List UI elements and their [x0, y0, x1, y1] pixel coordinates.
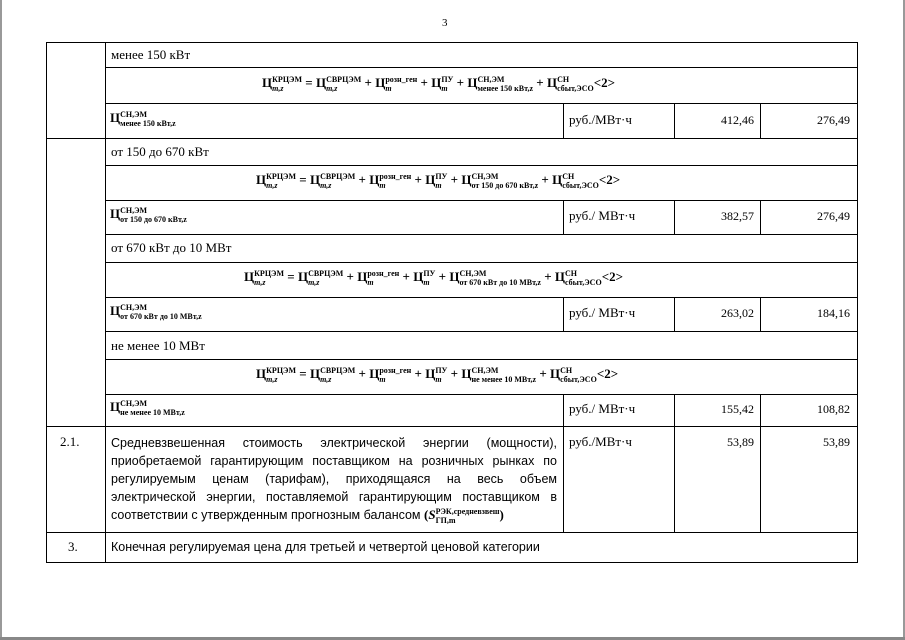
unit-cell: руб./ МВт·ч	[569, 208, 636, 223]
value-cell: 184,16	[817, 306, 850, 320]
tariff-symbol: Ц СН,ЭМ не менее 10 МВт,z	[110, 399, 185, 418]
value-cell: 155,42	[721, 402, 754, 416]
tariff-symbol: Ц СН,ЭМ от 150 до 670 кВт,z	[110, 206, 187, 225]
unit-cell: руб./ МВт·ч	[569, 305, 636, 320]
row-number: 2.1.	[60, 434, 80, 449]
tariff-symbol: Ц СН,ЭМ менее 150 кВт,z	[110, 110, 176, 129]
value-cell: 276,49	[817, 209, 850, 223]
page-number: 3	[442, 17, 448, 29]
category-label: менее 150 кВт	[111, 47, 191, 62]
value-cell: 263,02	[721, 306, 754, 320]
unit-cell: руб./ МВт·ч	[569, 401, 636, 416]
price-formula: Ц КРЦЭМ m,z = Ц СВРЦЭМ m,z + Ц розн_ген m + Ц ПУ m + Ц СН,ЭМ менее 150 кВт,z + Ц СН сбыт,ЭСО <2>	[262, 75, 616, 94]
row-description: Конечная регулируемая цена для третьей и четвертой ценовой категории	[111, 540, 540, 554]
value-cell: 276,49	[817, 113, 850, 127]
row-number: 3.	[68, 539, 78, 554]
category-label: от 670 кВт до 10 МВт	[111, 240, 232, 255]
category-label: от 150 до 670 кВт	[111, 144, 209, 159]
unit-cell: руб./МВт·ч	[569, 434, 632, 449]
value-cell: 108,82	[817, 402, 850, 416]
unit-cell: руб./МВт·ч	[569, 112, 632, 127]
price-formula: Ц КРЦЭМ m,z = Ц СВРЦЭМ m,z + Ц розн_ген m + Ц ПУ m + Ц СН,ЭМ не менее 10 МВт,z + Ц СН сбыт,ЭСО <2>	[256, 366, 619, 385]
scan-edge-left	[0, 0, 2, 640]
value-cell: 53,89	[823, 435, 850, 449]
tariff-symbol: Ц СН,ЭМ от 670 кВт до 10 МВт,z	[110, 303, 202, 322]
weighted-cost-symbol: (S РЭК,средневзвеш ГП,m )	[424, 507, 504, 526]
category-label: не менее 10 МВт	[111, 338, 205, 353]
value-cell: 412,46	[721, 113, 754, 127]
value-cell: 53,89	[727, 435, 754, 449]
price-formula: Ц КРЦЭМ m,z = Ц СВРЦЭМ m,z + Ц розн_ген m + Ц ПУ m + Ц СН,ЭМ от 670 кВт до 10 МВт,z + Ц СН сбыт,ЭСО <2>	[244, 269, 624, 288]
value-cell: 382,57	[721, 209, 754, 223]
price-formula: Ц КРЦЭМ m,z = Ц СВРЦЭМ m,z + Ц розн_ген m + Ц ПУ m + Ц СН,ЭМ от 150 до 670 кВт,z + Ц СН сбыт,ЭСО <2>	[256, 172, 621, 191]
row-description: Средневзвешенная стоимость электрической энергии (мощности), приобретаемой гарантирующим поставщиком на розничных рынках по регулируемым ценам (тарифам), приходящаяся на весь объем электрической энергии, поставляемой гарантирующим поставщиком в соответствии с утвержденным прогнозным балансом (S РЭК,средневзвеш ГП,m )	[111, 436, 557, 526]
